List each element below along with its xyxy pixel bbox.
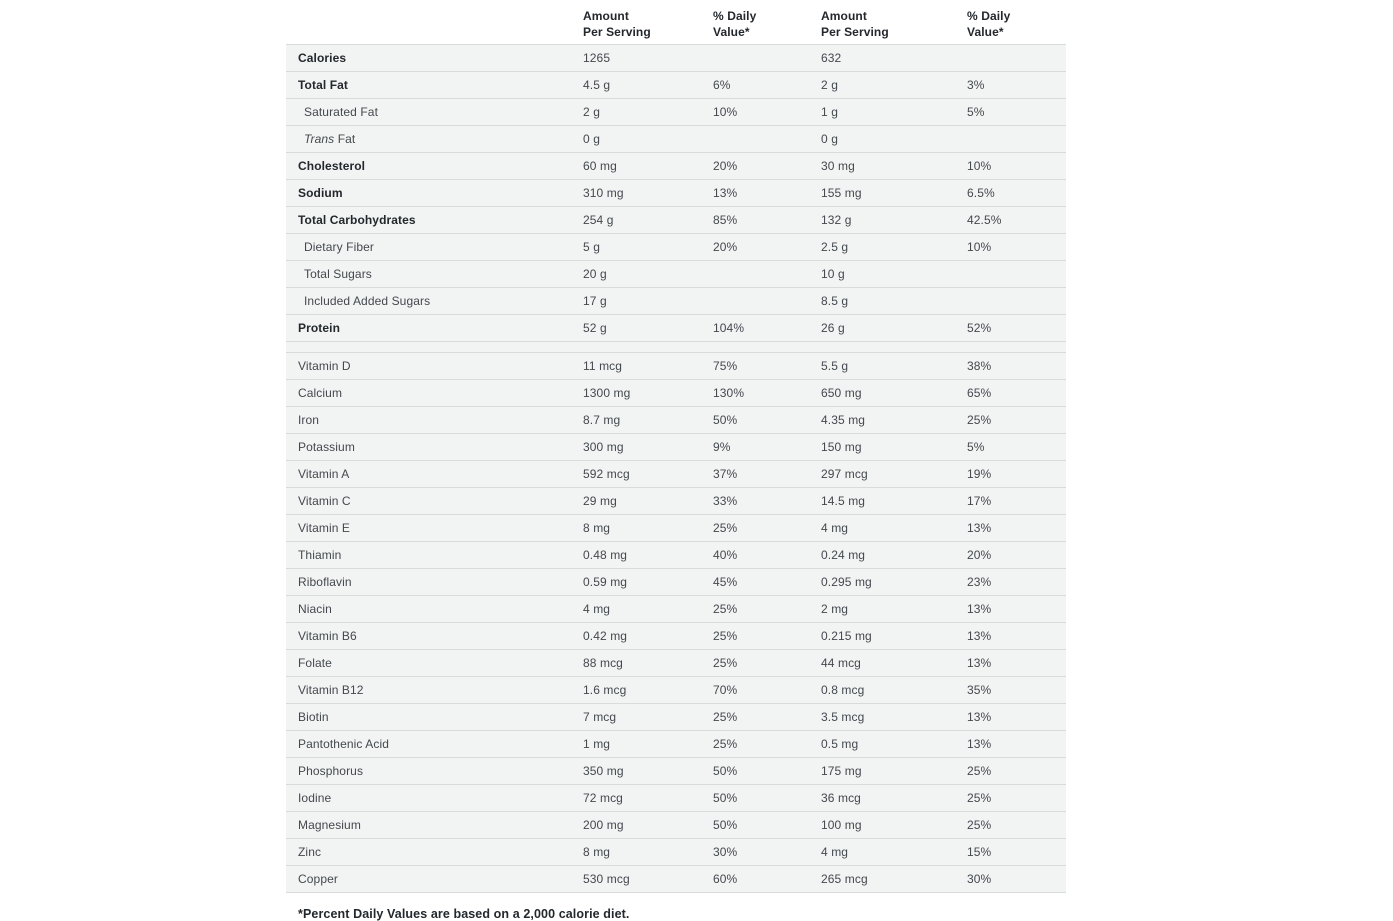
header-daily-value-1 (713, 8, 821, 40)
header-amount-per-serving-1 (583, 8, 713, 40)
amount-per-serving-2: 44 mcg (821, 656, 861, 670)
header-line: % Daily (967, 9, 1011, 23)
daily-value-1: 30% (713, 845, 738, 859)
nutrient-label: Included Added Sugars (304, 294, 431, 308)
daily-value-2: 13% (967, 629, 992, 643)
daily-value-2: 20% (967, 548, 992, 562)
nutrient-label: Saturated Fat (304, 105, 379, 119)
nutrient-label: Calories (298, 51, 347, 65)
daily-value-1: 25% (713, 737, 738, 751)
nutrient-label: Copper (298, 872, 338, 886)
table-row (286, 126, 1066, 153)
daily-value-2: 38% (967, 359, 992, 373)
amount-per-serving-2: 132 g (821, 213, 852, 227)
amount-per-serving-2: 4.35 mg (821, 413, 866, 427)
amount-per-serving-1: 60 mg (583, 159, 617, 173)
daily-value-1: 45% (713, 575, 738, 589)
amount-per-serving-1: 1300 mg (583, 386, 631, 400)
nutrient-label: Cholesterol (298, 159, 366, 173)
spacer-row (286, 342, 1066, 353)
table-row (286, 515, 1066, 542)
daily-value-2: 25% (967, 413, 992, 427)
daily-value-1: 20% (713, 240, 738, 254)
amount-per-serving-1: 1265 (583, 51, 611, 65)
nutrient-label: Iodine (298, 791, 332, 805)
amount-per-serving-2: 650 mg (821, 386, 862, 400)
amount-per-serving-1: 592 mcg (583, 467, 630, 481)
table-row (286, 99, 1066, 126)
amount-per-serving-2: 632 (821, 51, 842, 65)
nutrient-label: Potassium (298, 440, 355, 454)
nutrient-label: Thiamin (298, 548, 342, 562)
amount-per-serving-1: 1 mg (583, 737, 611, 751)
table-row (286, 812, 1066, 839)
daily-value-1: 20% (713, 159, 738, 173)
nutrition-table-body (286, 44, 1066, 893)
daily-value-1: 50% (713, 764, 738, 778)
daily-value-2: 13% (967, 602, 992, 616)
amount-per-serving-1: 88 mcg (583, 656, 623, 670)
daily-value-1: 50% (713, 413, 738, 427)
nutrient-label: Total Carbohydrates (298, 213, 416, 227)
nutrient-label: Vitamin B6 (298, 629, 357, 643)
daily-value-2: 17% (967, 494, 992, 508)
header-line: Amount (821, 9, 867, 23)
daily-value-2: 25% (967, 818, 992, 832)
table-row (286, 461, 1066, 488)
daily-value-1: 75% (713, 359, 738, 373)
amount-per-serving-1: 8 mg (583, 521, 611, 535)
amount-per-serving-2: 8.5 g (821, 294, 849, 308)
table-row (286, 315, 1066, 342)
daily-value-2: 19% (967, 467, 992, 481)
header-amount-per-serving-2 (821, 8, 967, 40)
amount-per-serving-2: 175 mg (821, 764, 862, 778)
daily-value-2: 5% (967, 105, 985, 119)
table-row (286, 234, 1066, 261)
daily-value-2: 25% (967, 764, 992, 778)
nutrient-label: Dietary Fiber (304, 240, 374, 254)
daily-value-2: 13% (967, 656, 992, 670)
daily-value-2: 15% (967, 845, 992, 859)
table-row (286, 434, 1066, 461)
daily-value-2: 10% (967, 159, 992, 173)
amount-per-serving-2: 14.5 mg (821, 494, 866, 508)
amount-per-serving-2: 150 mg (821, 440, 862, 454)
daily-value-2: 13% (967, 737, 992, 751)
daily-value-2: 23% (967, 575, 992, 589)
daily-value-1: 60% (713, 872, 738, 886)
table-row (286, 542, 1066, 569)
amount-per-serving-1: 52 g (583, 321, 607, 335)
table-row (286, 839, 1066, 866)
nutrient-label: Folate (298, 656, 332, 670)
nutrient-label: Biotin (298, 710, 329, 724)
amount-per-serving-2: 2.5 g (821, 240, 849, 254)
daily-value-1: 40% (713, 548, 738, 562)
amount-per-serving-2: 0.5 mg (821, 737, 859, 751)
amount-per-serving-1: 29 mg (583, 494, 617, 508)
daily-value-2: 13% (967, 710, 992, 724)
nutrient-label: Iron (298, 413, 320, 427)
nutrient-label: Protein (298, 321, 341, 335)
daily-value-2: 35% (967, 683, 992, 697)
amount-per-serving-1: 0 g (583, 132, 600, 146)
amount-per-serving-1: 8.7 mg (583, 413, 621, 427)
daily-value-1: 6% (713, 78, 731, 92)
amount-per-serving-1: 2 g (583, 105, 600, 119)
amount-per-serving-2: 5.5 g (821, 359, 849, 373)
amount-per-serving-2: 2 mg (821, 602, 849, 616)
amount-per-serving-2: 1 g (821, 105, 838, 119)
nutrient-label: Magnesium (298, 818, 361, 832)
amount-per-serving-1: 72 mcg (583, 791, 623, 805)
table-row (286, 288, 1066, 315)
table-row (286, 261, 1066, 288)
amount-per-serving-2: 0.24 mg (821, 548, 866, 562)
amount-per-serving-1: 254 g (583, 213, 614, 227)
header-line: Amount (583, 9, 629, 23)
daily-value-1: 130% (713, 386, 745, 400)
nutrient-label: Total Fat (298, 78, 349, 92)
amount-per-serving-1: 300 mg (583, 440, 624, 454)
header-line: Value* (713, 25, 750, 39)
daily-value-1: 25% (713, 602, 738, 616)
amount-per-serving-2: 26 g (821, 321, 845, 335)
table-row (286, 380, 1066, 407)
table-row (286, 785, 1066, 812)
daily-value-2: 25% (967, 791, 992, 805)
daily-value-1: 70% (713, 683, 738, 697)
daily-value-1: 25% (713, 710, 738, 724)
table-row (286, 45, 1066, 72)
daily-value-1: 25% (713, 521, 738, 535)
nutrient-label: Sodium (298, 186, 343, 200)
amount-per-serving-2: 155 mg (821, 186, 862, 200)
daily-value-1: 33% (713, 494, 738, 508)
amount-per-serving-1: 0.48 mg (583, 548, 628, 562)
amount-per-serving-2: 2 g (821, 78, 838, 92)
amount-per-serving-2: 265 mcg (821, 872, 868, 886)
daily-value-1: 85% (713, 213, 738, 227)
nutrient-label: Vitamin E (298, 521, 351, 535)
amount-per-serving-2: 0 g (821, 132, 838, 146)
daily-value-2: 65% (967, 386, 992, 400)
amount-per-serving-1: 17 g (583, 294, 607, 308)
amount-per-serving-2: 10 g (821, 267, 845, 281)
amount-per-serving-2: 0.295 mg (821, 575, 872, 589)
table-row (286, 353, 1066, 380)
daily-value-2: 52% (967, 321, 992, 335)
header-line: Value* (967, 25, 1004, 39)
daily-value-2: 5% (967, 440, 985, 454)
amount-per-serving-1: 200 mg (583, 818, 624, 832)
table-row (286, 731, 1066, 758)
amount-per-serving-1: 530 mcg (583, 872, 630, 886)
nutrient-label: Trans Fat (304, 132, 356, 146)
daily-value-2: 30% (967, 872, 992, 886)
daily-value-1: 10% (713, 105, 738, 119)
amount-per-serving-1: 20 g (583, 267, 607, 281)
daily-value-1: 25% (713, 629, 738, 643)
amount-per-serving-1: 11 mcg (583, 359, 623, 373)
amount-per-serving-2: 0.8 mcg (821, 683, 865, 697)
nutrient-label: Phosphorus (298, 764, 364, 778)
daily-value-2: 13% (967, 521, 992, 535)
nutrient-label: Zinc (298, 845, 322, 859)
daily-value-1: 13% (713, 186, 738, 200)
table-row (286, 650, 1066, 677)
header-line: Per Serving (821, 25, 889, 39)
amount-per-serving-1: 7 mcg (583, 710, 617, 724)
nutrient-label: Vitamin D (298, 359, 351, 373)
amount-per-serving-1: 5 g (583, 240, 600, 254)
table-row (286, 866, 1066, 893)
daily-value-footnote: *Percent Daily Values are based on a 2,000 calorie diet. (298, 907, 630, 921)
table-row (286, 677, 1066, 704)
daily-value-1: 50% (713, 791, 738, 805)
nutrient-label: Total Sugars (304, 267, 372, 281)
table-row (286, 72, 1066, 99)
nutrient-label: Niacin (298, 602, 332, 616)
amount-per-serving-1: 310 mg (583, 186, 624, 200)
nutrient-label: Pantothenic Acid (298, 737, 389, 751)
amount-per-serving-2: 0.215 mg (821, 629, 872, 643)
table-row (286, 758, 1066, 785)
table-row (286, 704, 1066, 731)
amount-per-serving-2: 3.5 mcg (821, 710, 865, 724)
header-line: Per Serving (583, 25, 651, 39)
amount-per-serving-2: 100 mg (821, 818, 862, 832)
amount-per-serving-2: 4 mg (821, 845, 849, 859)
nutrition-facts-table (286, 0, 1066, 921)
table-row (286, 407, 1066, 434)
amount-per-serving-2: 297 mcg (821, 467, 868, 481)
table-row (286, 488, 1066, 515)
header-line: % Daily (713, 9, 757, 23)
table-row (286, 207, 1066, 234)
amount-per-serving-1: 1.6 mcg (583, 683, 627, 697)
amount-per-serving-1: 4.5 g (583, 78, 611, 92)
table-row (286, 180, 1066, 207)
daily-value-2: 10% (967, 240, 992, 254)
amount-per-serving-1: 8 mg (583, 845, 611, 859)
table-row (286, 153, 1066, 180)
daily-value-1: 50% (713, 818, 738, 832)
nutrient-label: Vitamin A (298, 467, 350, 481)
amount-per-serving-1: 0.59 mg (583, 575, 628, 589)
amount-per-serving-1: 350 mg (583, 764, 624, 778)
amount-per-serving-1: 0.42 mg (583, 629, 628, 643)
header-daily-value-2 (967, 8, 1066, 40)
nutrient-label: Calcium (298, 386, 343, 400)
daily-value-1: 25% (713, 656, 738, 670)
daily-value-2: 6.5% (967, 186, 995, 200)
amount-per-serving-2: 36 mcg (821, 791, 861, 805)
nutrient-label: Vitamin B12 (298, 683, 364, 697)
nutrient-label: Vitamin C (298, 494, 351, 508)
amount-per-serving-2: 30 mg (821, 159, 855, 173)
table-row (286, 623, 1066, 650)
nutrient-label: Riboflavin (298, 575, 352, 589)
daily-value-2: 3% (967, 78, 985, 92)
daily-value-2: 42.5% (967, 213, 1002, 227)
amount-per-serving-1: 4 mg (583, 602, 611, 616)
daily-value-1: 104% (713, 321, 745, 335)
daily-value-1: 9% (713, 440, 731, 454)
table-header (286, 0, 1066, 44)
amount-per-serving-2: 4 mg (821, 521, 849, 535)
daily-value-1: 37% (713, 467, 738, 481)
table-row (286, 569, 1066, 596)
table-row (286, 596, 1066, 623)
